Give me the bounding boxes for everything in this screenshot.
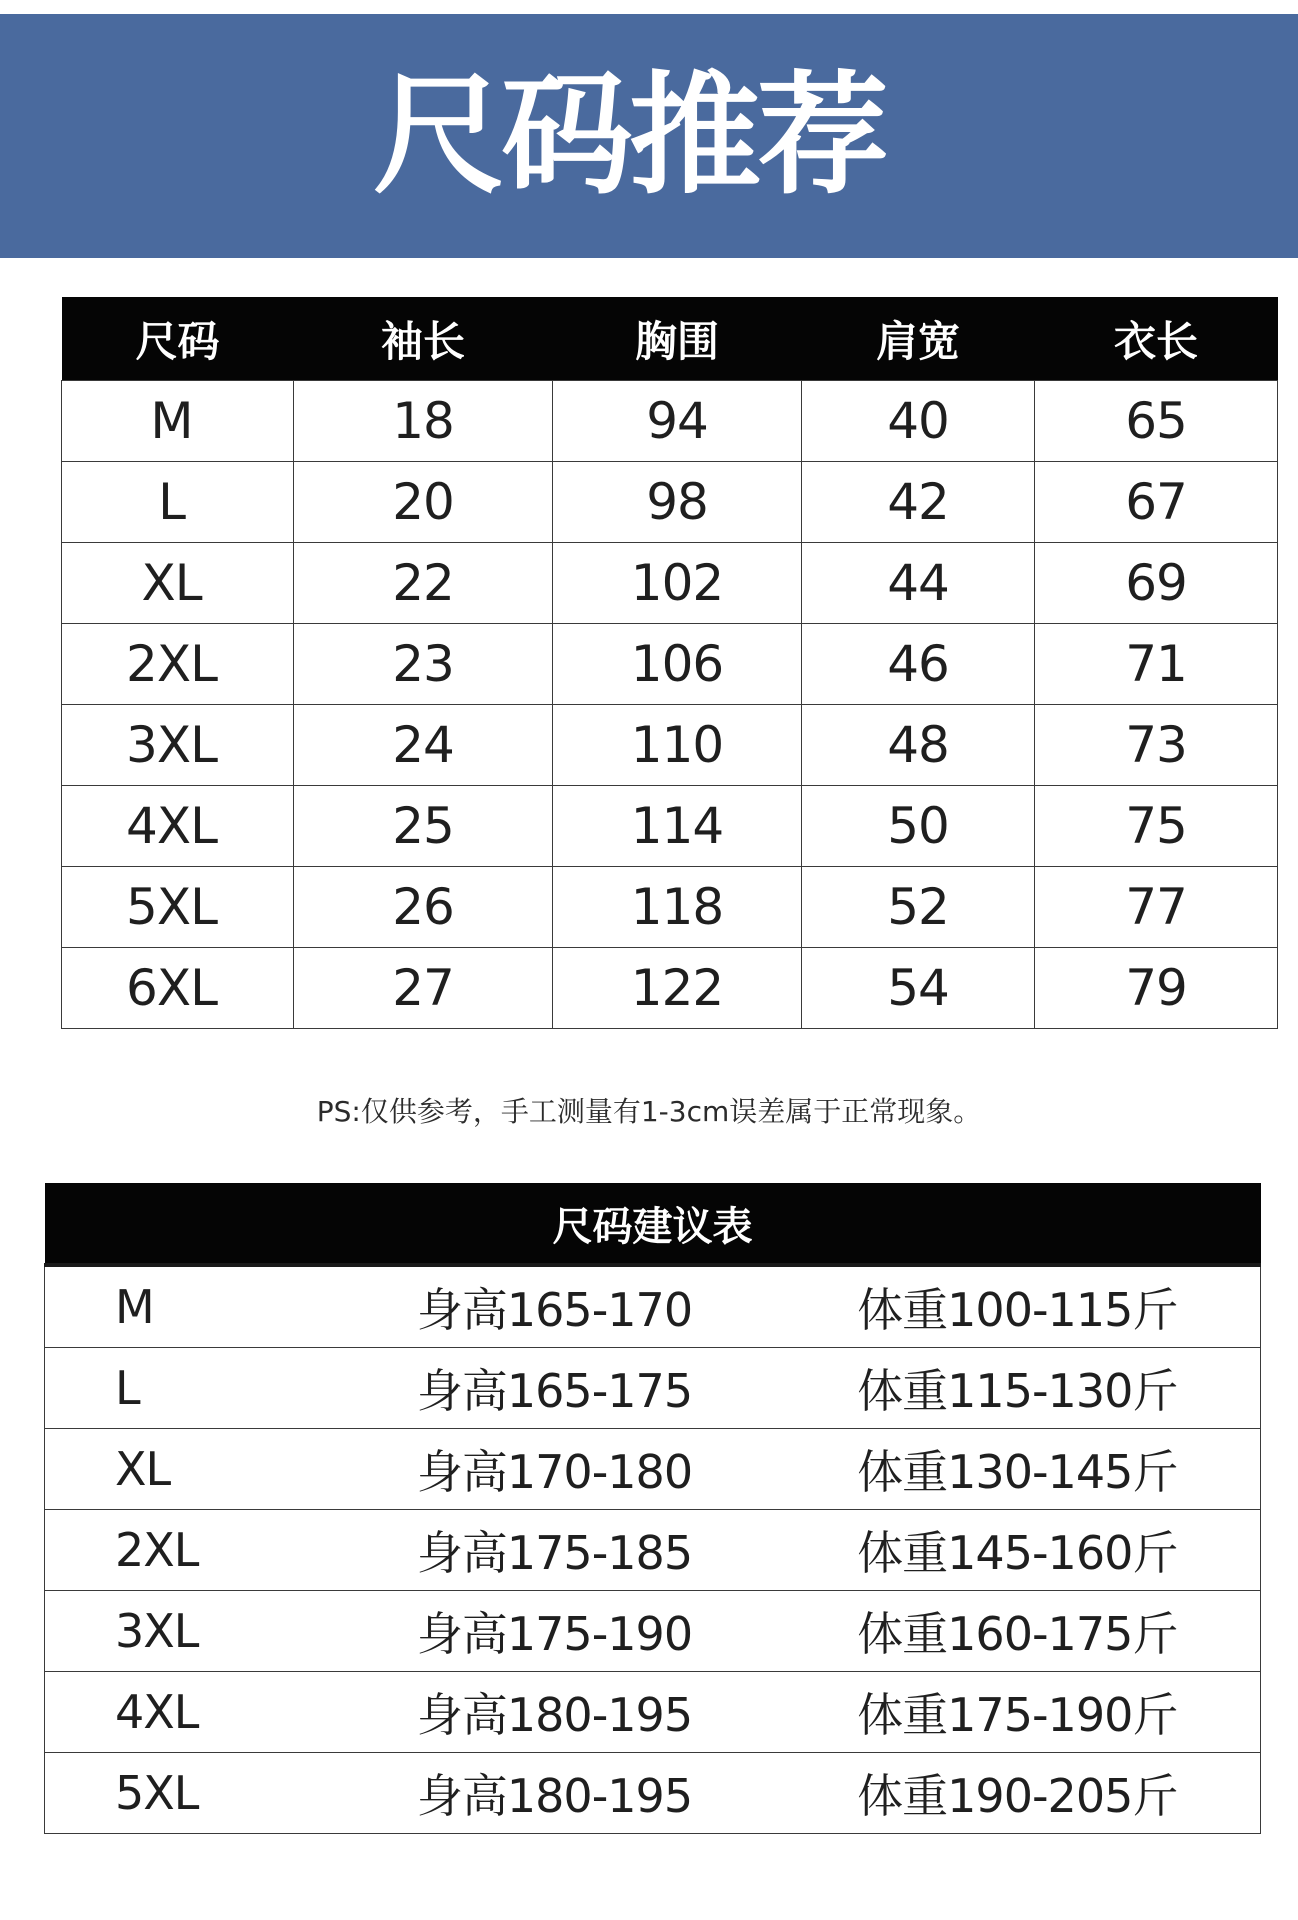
weight-range-cell: 体重160-175斤 [775,1591,1261,1672]
sleeve-length-cell: 22 [294,543,553,624]
size-cell: 3XL [62,705,294,786]
chest-cell: 102 [553,543,802,624]
measurement-note: PS:仅供参考，手工测量有1-3cm误差属于正常现象。 [316,1095,982,1128]
shoulder-width-cell: 42 [802,462,1035,543]
table-row [45,1753,1261,1834]
chest-cell: 114 [553,786,802,867]
size-cell: 4XL [45,1672,335,1753]
table-row [62,786,1278,867]
page-title: 尺码推荐 [373,59,885,213]
header-chest: 胸围 [553,297,802,381]
chest-cell: 110 [553,705,802,786]
recommendation-table-title: 尺码建议表 [45,1183,1261,1265]
table-row [62,948,1278,1029]
chest-cell: 94 [553,381,802,462]
body-length-cell: 77 [1035,867,1278,948]
chest-cell: 118 [553,867,802,948]
shoulder-width-cell: 50 [802,786,1035,867]
header-body-length: 衣长 [1035,297,1278,381]
table-row [45,1348,1261,1429]
shoulder-width-cell: 54 [802,948,1035,1029]
header-sleeve-length: 袖长 [294,297,553,381]
size-cell: XL [62,543,294,624]
table-row [45,1265,1261,1348]
height-range-cell: 身高175-190 [335,1591,775,1672]
height-range-cell: 身高180-195 [335,1672,775,1753]
weight-range-cell: 体重100-115斤 [775,1265,1261,1348]
recommendation-header-row [45,1183,1261,1265]
size-cell: 5XL [45,1753,335,1834]
table-row [45,1591,1261,1672]
height-range-cell: 身高175-185 [335,1510,775,1591]
body-length-cell: 73 [1035,705,1278,786]
height-range-cell: 身高170-180 [335,1429,775,1510]
size-cell: M [45,1265,335,1348]
chest-cell: 106 [553,624,802,705]
title-banner [0,14,1298,258]
table-row [62,381,1278,462]
table-row [45,1429,1261,1510]
table-row [62,867,1278,948]
sleeve-length-cell: 27 [294,948,553,1029]
weight-range-cell: 体重145-160斤 [775,1510,1261,1591]
weight-range-cell: 体重115-130斤 [775,1348,1261,1429]
size-recommendation-table [44,1183,1261,1834]
body-length-cell: 75 [1035,786,1278,867]
sleeve-length-cell: 24 [294,705,553,786]
table-row [62,543,1278,624]
sleeve-length-cell: 23 [294,624,553,705]
chest-cell: 98 [553,462,802,543]
table-row [62,624,1278,705]
size-cell: 4XL [62,786,294,867]
shoulder-width-cell: 40 [802,381,1035,462]
body-length-cell: 65 [1035,381,1278,462]
sleeve-length-cell: 26 [294,867,553,948]
size-cell: 6XL [62,948,294,1029]
size-cell: XL [45,1429,335,1510]
weight-range-cell: 体重175-190斤 [775,1672,1261,1753]
shoulder-width-cell: 52 [802,867,1035,948]
size-cell: L [62,462,294,543]
body-length-cell: 67 [1035,462,1278,543]
table-row [62,462,1278,543]
body-length-cell: 69 [1035,543,1278,624]
weight-range-cell: 体重130-145斤 [775,1429,1261,1510]
header-shoulder-width: 肩宽 [802,297,1035,381]
table-row [45,1510,1261,1591]
height-range-cell: 身高180-195 [335,1753,775,1834]
sleeve-length-cell: 18 [294,381,553,462]
size-cell: 5XL [62,867,294,948]
shoulder-width-cell: 48 [802,705,1035,786]
size-cell: 3XL [45,1591,335,1672]
size-cell: M [62,381,294,462]
sleeve-length-cell: 20 [294,462,553,543]
chest-cell: 122 [553,948,802,1029]
size-cell: L [45,1348,335,1429]
height-range-cell: 身高165-175 [335,1348,775,1429]
size-cell: 2XL [45,1510,335,1591]
size-chart-header-row [62,297,1278,381]
size-chart-table [61,297,1278,1029]
shoulder-width-cell: 44 [802,543,1035,624]
body-length-cell: 79 [1035,948,1278,1029]
height-range-cell: 身高165-170 [335,1265,775,1348]
shoulder-width-cell: 46 [802,624,1035,705]
weight-range-cell: 体重190-205斤 [775,1753,1261,1834]
table-row [45,1672,1261,1753]
header-size: 尺码 [62,297,294,381]
table-row [62,705,1278,786]
sleeve-length-cell: 25 [294,786,553,867]
body-length-cell: 71 [1035,624,1278,705]
size-cell: 2XL [62,624,294,705]
